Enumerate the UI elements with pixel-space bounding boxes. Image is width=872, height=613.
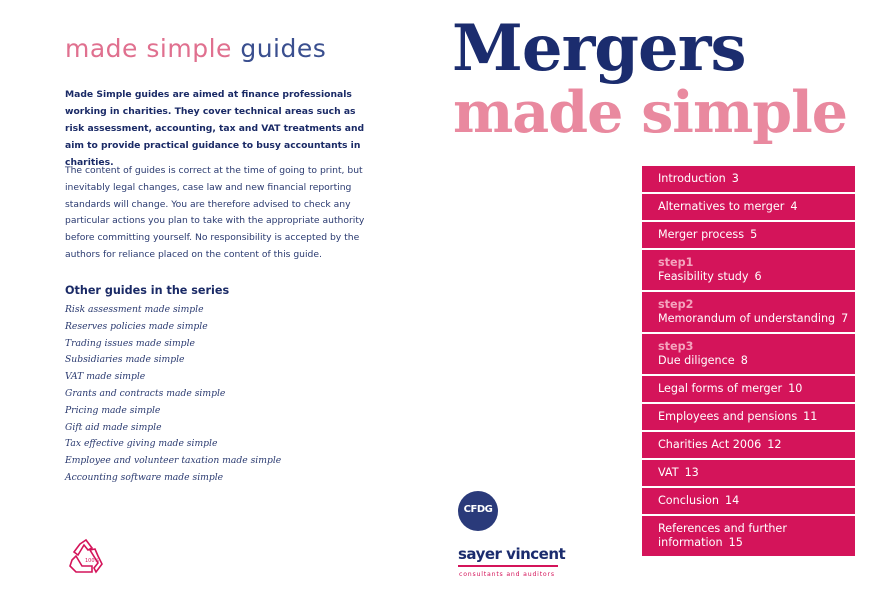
sayer-vincent-logo: sayer vincent xyxy=(458,545,566,563)
guide-list-item: Reserves policies made simple xyxy=(65,320,208,332)
guide-list-item: Gift aid made simple xyxy=(65,421,162,433)
brand-made-simple: made simple xyxy=(65,34,232,63)
toc-item xyxy=(642,460,855,486)
toc-item xyxy=(642,194,855,220)
toc-item xyxy=(642,250,855,290)
cfdg-logo xyxy=(458,491,498,531)
guide-list-item: Employee and volunteer taxation made simple xyxy=(65,455,282,467)
guide-list-item: VAT made simple xyxy=(65,371,146,383)
sayer-vincent-tagline: consultants and auditors xyxy=(459,571,555,578)
toc-page-number: 3 xyxy=(731,172,739,185)
toc-step-label: step2 xyxy=(658,298,694,311)
left-page xyxy=(0,0,420,613)
cfdg-logo-text: CFDG xyxy=(463,504,493,515)
toc-page-number: 4 xyxy=(790,200,798,213)
toc-item xyxy=(642,432,855,458)
toc-item-label: Introduction xyxy=(658,172,726,185)
guide-list-item: Pricing made simple xyxy=(65,404,161,416)
toc-page-number: 11 xyxy=(803,410,818,423)
toc-item xyxy=(642,222,855,248)
disclaimer-paragraph: The content of guides is correct at the time of going to print, but inevitably legal changes, case law and new financial reporting standards will change. You are therefore advised to check any particular actions you plan to take with the appropriate authority before committing yourself. No responsibility is accepted by the authors for reliance placed on the content of this guide. xyxy=(65,165,365,260)
toc-page-number: 13 xyxy=(684,466,699,479)
toc-item xyxy=(642,292,855,332)
toc-item xyxy=(642,488,855,514)
toc-item xyxy=(642,404,855,430)
toc-item-label: Alternatives to merger xyxy=(658,200,785,213)
toc-page-number: 14 xyxy=(724,494,740,507)
toc-item-label: Employees and pensions xyxy=(658,410,798,423)
toc-page-number: 12 xyxy=(767,438,782,451)
guide-list-item: Accounting software made simple xyxy=(65,471,224,483)
toc-item-label: Memorandum of understanding xyxy=(658,312,836,325)
series-brand-title xyxy=(65,34,326,63)
intro-bold-paragraph: Made Simple guides are aimed at finance professionals working in charities. They cover technical areas such as risk assessment, accounting, tax and VAT treatments and aim to provide practical guidance to busy accountants in charities. xyxy=(65,89,365,168)
toc-item-label: Feasibility study xyxy=(658,270,749,283)
toc-page-number: 8 xyxy=(740,354,748,367)
guide-list-item: Tax effective giving made simple xyxy=(65,438,218,450)
guide-list-item: Subsidiaries made simple xyxy=(65,354,185,366)
toc-item-label: Due diligence xyxy=(658,354,735,367)
toc-page-number: 5 xyxy=(750,228,758,241)
document-title: Mergers xyxy=(452,11,746,86)
document-subtitle: made simple xyxy=(453,79,848,146)
other-guides-heading: Other guides in the series xyxy=(65,284,230,297)
toc-item-label: Merger process xyxy=(658,228,745,241)
toc-item-label: References and further information xyxy=(658,522,787,549)
guide-list-item: Risk assessment made simple xyxy=(65,304,204,315)
toc-step-label: step1 xyxy=(658,256,694,269)
toc-item xyxy=(642,516,855,556)
other-guides-list xyxy=(65,302,281,487)
toc-item xyxy=(642,376,855,402)
toc-page-number: 6 xyxy=(754,270,762,283)
toc-item xyxy=(642,166,855,192)
toc-page-number: 15 xyxy=(728,536,743,549)
logo-underline xyxy=(458,565,558,567)
toc-item-label: Conclusion xyxy=(658,494,719,507)
recycle-icon xyxy=(64,536,108,580)
guide-list-item: Grants and contracts made simple xyxy=(65,387,226,399)
recycle-label: 100% xyxy=(85,558,100,564)
toc-item-label: Charities Act 2006 xyxy=(658,438,762,451)
guide-list-item: Trading issues made simple xyxy=(65,337,195,349)
toc-page-number: 10 xyxy=(788,382,803,395)
brand-guides: guides xyxy=(240,34,327,63)
toc-step-label: step3 xyxy=(658,340,694,353)
toc-item-label: VAT xyxy=(658,466,679,479)
table-of-contents xyxy=(642,166,855,558)
toc-item xyxy=(642,334,855,374)
toc-page-number: 7 xyxy=(841,312,849,325)
toc-item-label: Legal forms of merger xyxy=(658,382,783,395)
